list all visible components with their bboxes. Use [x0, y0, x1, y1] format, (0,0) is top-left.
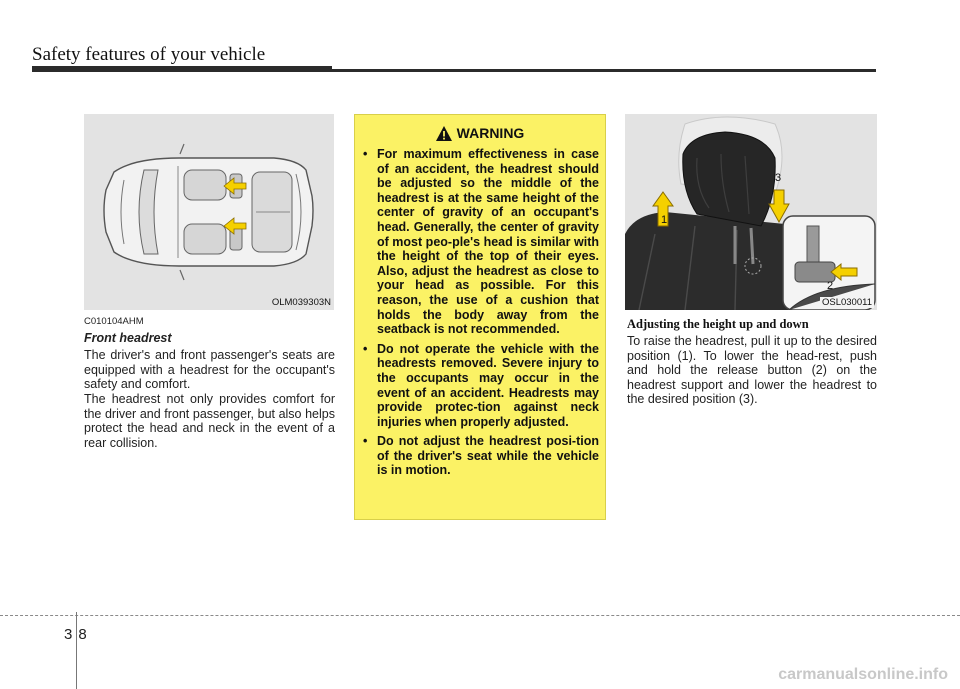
bullet-icon: •: [363, 434, 368, 449]
body-paragraph: The driver's and front passenger's seats are equipped with a headrest for the occupant's safety and comfort.: [84, 348, 335, 391]
bullet-icon: •: [363, 341, 368, 356]
warning-item: [363, 434, 599, 478]
warning-box: [354, 114, 606, 520]
footer-dashed-rule: [0, 615, 960, 616]
bullet-icon: •: [363, 147, 368, 161]
watermark: carmanualsonline.info: [778, 666, 948, 683]
reference-code: C010104AHM: [84, 316, 144, 327]
callout-2: 2: [827, 280, 834, 292]
warning-triangle-icon: [436, 126, 452, 141]
footer-vertical-rule: [76, 612, 77, 689]
right-subheading: Adjusting the height up and down: [627, 317, 809, 331]
header-rule: [32, 69, 876, 72]
car-topview-illustration: [84, 114, 334, 310]
warning-list: [363, 147, 599, 483]
callout-1: 1: [661, 214, 668, 226]
page-number: 38: [64, 626, 93, 643]
headrest-illustration: [625, 114, 877, 310]
warning-item: [363, 147, 599, 337]
section-subheading: Front headrest: [84, 331, 172, 345]
callout-3: 3: [775, 172, 782, 184]
header-title: Safety features of your vehicle: [32, 44, 266, 65]
warning-heading: [355, 125, 605, 141]
warning-item-text: For maximum effectiveness in case of an accident, the headrest should be adjusted so the middle of the headrest is at the same height of the center of gravity of an occupant's head. Generally, the center of gravity of most peo-ple's head is similar with the height of the top of their eyes. Also, adjust the headrest as close to your head as possible. For this reason, the use of a cushion that holds the body away from the seatback is not recommended.: [377, 147, 599, 337]
body-paragraph: The headrest not only provides comfort for the driver and front passenger, but also helps protect the head and neck in the event of a rear collision.: [84, 392, 335, 450]
body-paragraph: To raise the headrest, pull it up to the desired position (1). To lower the head-rest, push and hold the release button (2) on the headrest support and lower the headrest to the desired position (3).: [627, 334, 877, 406]
warning-title: WARNING: [456, 125, 525, 141]
warning-item: [363, 342, 599, 430]
warning-item-text: Do not operate the vehicle with the headrests removed. Severe injury to the occupants may occur in the event of an accident. Headrests may provide protec-tion against neck injuries when properly adjusted.: [377, 341, 599, 429]
figure-caption: OLM039303N: [271, 297, 331, 308]
car-topview-figure: [84, 114, 334, 310]
headrest-adjust-figure: [625, 114, 877, 310]
warning-item-text: Do not adjust the headrest posi-tion of the driver's seat while the vehicle is in motion.: [377, 434, 599, 478]
figure-caption: OSL030011: [821, 297, 872, 308]
